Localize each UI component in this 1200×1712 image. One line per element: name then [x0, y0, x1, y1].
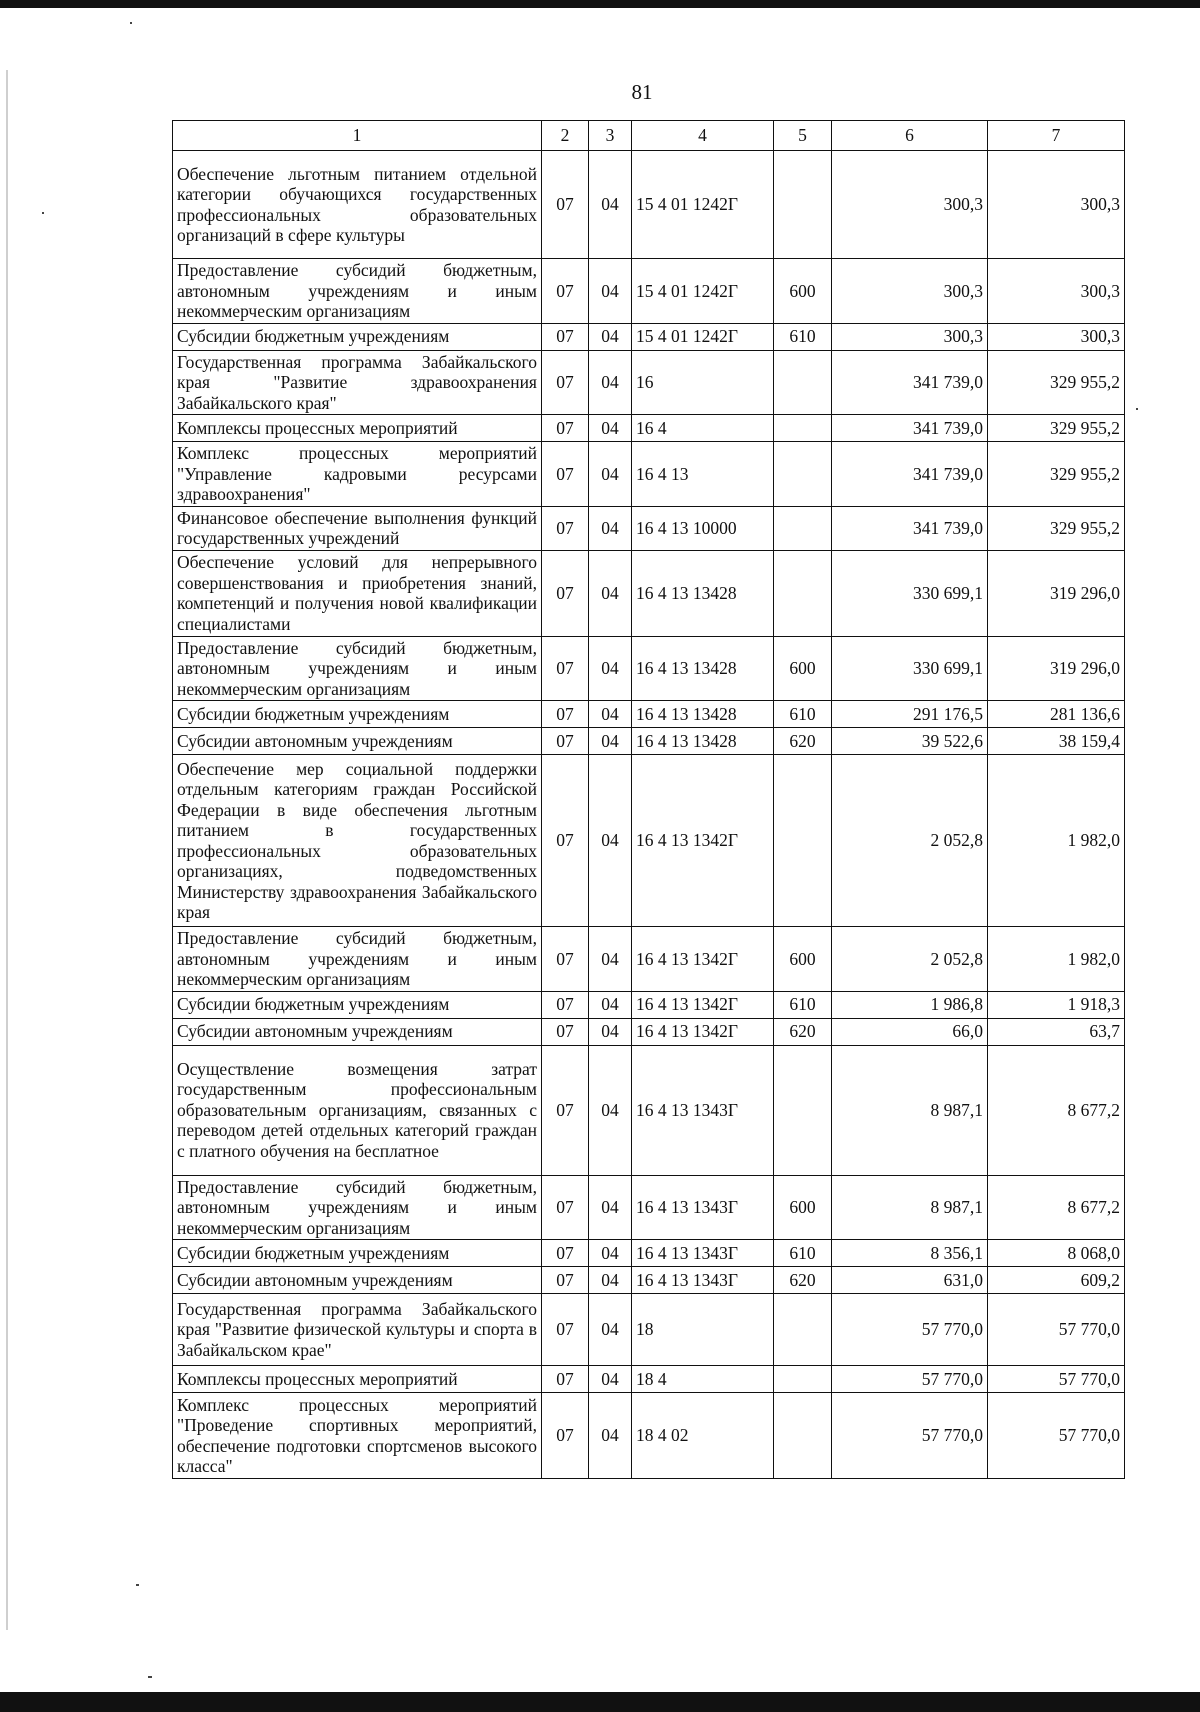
cell-col-6: 66,0: [832, 1018, 988, 1045]
cell-col-6: 341 739,0: [832, 415, 988, 442]
cell-col-2: 07: [542, 1366, 589, 1393]
cell-col-7: 8 677,2: [988, 1175, 1125, 1240]
col-header-2: 2: [542, 121, 589, 151]
cell-col-2: 07: [542, 728, 589, 755]
cell-col-5: [774, 1045, 832, 1175]
cell-col-3: 04: [589, 636, 632, 701]
cell-col-2: 07: [542, 350, 589, 415]
row-name-cell: Предоставление субсидий бюджетным, автономным учреждениям и иным некоммерческим организациям: [173, 636, 542, 701]
cell-col-2: 07: [542, 1045, 589, 1175]
cell-col-6: 57 770,0: [832, 1294, 988, 1366]
cell-col-3: 04: [589, 323, 632, 350]
row-name-cell: Субсидии автономным учреждениям: [173, 728, 542, 755]
cell-col-7: 57 770,0: [988, 1294, 1125, 1366]
cell-col-4: 16: [632, 350, 774, 415]
row-name-cell: Осуществление возмещения затрат государственным профессиональным образовательным организациям, связанных с переводом детей отдельных категорий граждан с платного обучения на бесплатное: [173, 1045, 542, 1175]
cell-col-7: 329 955,2: [988, 350, 1125, 415]
cell-col-4: 16 4 13 1342Г: [632, 755, 774, 927]
cell-col-5: 600: [774, 259, 832, 324]
row-name-cell: Субсидии бюджетным учреждениям: [173, 323, 542, 350]
row-name-cell: Предоставление субсидий бюджетным, автономным учреждениям и иным некоммерческим организациям: [173, 927, 542, 992]
scan-speck: [136, 1584, 139, 1586]
cell-col-4: 16 4 13 1343Г: [632, 1240, 774, 1267]
cell-col-6: 8 356,1: [832, 1240, 988, 1267]
cell-col-5: 620: [774, 1018, 832, 1045]
row-name-cell: Обеспечение льготным питанием отдельной категории обучающихся государственных профессиональных образовательных организаций в сфере культуры: [173, 151, 542, 259]
cell-col-6: 300,3: [832, 151, 988, 259]
cell-col-2: 07: [542, 1294, 589, 1366]
table-row: [173, 1366, 1125, 1393]
cell-col-3: 04: [589, 1267, 632, 1294]
cell-col-2: 07: [542, 323, 589, 350]
row-name-cell: Субсидии бюджетным учреждениям: [173, 701, 542, 728]
cell-col-4: 16 4 13 1343Г: [632, 1175, 774, 1240]
cell-col-4: 16 4 13 1343Г: [632, 1045, 774, 1175]
table-row: [173, 1045, 1125, 1175]
row-name-cell: Предоставление субсидий бюджетным, автономным учреждениям и иным некоммерческим организациям: [173, 259, 542, 324]
cell-col-7: 57 770,0: [988, 1366, 1125, 1393]
table-row: [173, 1267, 1125, 1294]
cell-col-2: 07: [542, 415, 589, 442]
table-body: [173, 151, 1125, 1479]
cell-col-4: 18 4: [632, 1366, 774, 1393]
row-name-cell: Обеспечение условий для непрерывного совершенствования и приобретения знаний, компетенций и получения новой квалификации специалистами: [173, 550, 542, 636]
cell-col-7: 38 159,4: [988, 728, 1125, 755]
cell-col-2: 07: [542, 701, 589, 728]
cell-col-5: [774, 550, 832, 636]
cell-col-4: 16 4 13 13428: [632, 701, 774, 728]
col-header-6: 6: [832, 121, 988, 151]
cell-col-3: 04: [589, 927, 632, 992]
cell-col-6: 341 739,0: [832, 442, 988, 507]
table-row: [173, 550, 1125, 636]
row-name-cell: Предоставление субсидий бюджетным, автономным учреждениям и иным некоммерческим организациям: [173, 1175, 542, 1240]
cell-col-5: 610: [774, 991, 832, 1018]
table-row: [173, 415, 1125, 442]
cell-col-6: 300,3: [832, 259, 988, 324]
cell-col-4: 16 4 13 13428: [632, 550, 774, 636]
cell-col-7: 1 982,0: [988, 927, 1125, 992]
header-row: [173, 121, 1125, 151]
cell-col-4: 15 4 01 1242Г: [632, 259, 774, 324]
table-row: [173, 442, 1125, 507]
cell-col-5: 620: [774, 1267, 832, 1294]
col-header-4: 4: [632, 121, 774, 151]
cell-col-6: 2 052,8: [832, 927, 988, 992]
cell-col-5: 600: [774, 927, 832, 992]
cell-col-2: 07: [542, 1018, 589, 1045]
row-name-cell: Субсидии автономным учреждениям: [173, 1018, 542, 1045]
col-header-5: 5: [774, 121, 832, 151]
cell-col-2: 07: [542, 506, 589, 550]
cell-col-6: 8 987,1: [832, 1045, 988, 1175]
table-row: [173, 1393, 1125, 1479]
cell-col-6: 341 739,0: [832, 506, 988, 550]
cell-col-6: 57 770,0: [832, 1366, 988, 1393]
cell-col-3: 04: [589, 1240, 632, 1267]
row-name-cell: Комплекс процессных мероприятий "Управление кадровыми ресурсами здравоохранения": [173, 442, 542, 507]
table-row: [173, 1175, 1125, 1240]
cell-col-4: 15 4 01 1242Г: [632, 151, 774, 259]
cell-col-4: 16 4: [632, 415, 774, 442]
cell-col-7: 300,3: [988, 259, 1125, 324]
cell-col-4: 16 4 13 13428: [632, 636, 774, 701]
cell-col-7: 300,3: [988, 323, 1125, 350]
row-name-cell: Комплексы процессных мероприятий: [173, 1366, 542, 1393]
scan-shadow-left: [6, 70, 8, 1630]
cell-col-2: 07: [542, 550, 589, 636]
cell-col-5: 600: [774, 1175, 832, 1240]
cell-col-4: 18: [632, 1294, 774, 1366]
scan-speck: [42, 212, 44, 214]
table-row: [173, 755, 1125, 927]
cell-col-2: 07: [542, 1240, 589, 1267]
cell-col-6: 291 176,5: [832, 701, 988, 728]
cell-col-6: 2 052,8: [832, 755, 988, 927]
table-row: [173, 259, 1125, 324]
cell-col-3: 04: [589, 350, 632, 415]
table-row: [173, 991, 1125, 1018]
scan-speck: [148, 1676, 152, 1678]
cell-col-3: 04: [589, 151, 632, 259]
row-name-cell: Комплекс процессных мероприятий "Проведение спортивных мероприятий, обеспечение подготовки спортсменов высокого класса": [173, 1393, 542, 1479]
cell-col-5: [774, 1366, 832, 1393]
cell-col-4: 18 4 02: [632, 1393, 774, 1479]
cell-col-3: 04: [589, 755, 632, 927]
cell-col-3: 04: [589, 1018, 632, 1045]
table-row: [173, 350, 1125, 415]
budget-table: [172, 120, 1125, 1479]
cell-col-4: 16 4 13 13428: [632, 728, 774, 755]
row-name-cell: Субсидии автономным учреждениям: [173, 1267, 542, 1294]
cell-col-5: [774, 755, 832, 927]
col-header-1: 1: [173, 121, 542, 151]
cell-col-7: 1 982,0: [988, 755, 1125, 927]
col-header-3: 3: [589, 121, 632, 151]
cell-col-7: 329 955,2: [988, 415, 1125, 442]
cell-col-3: 04: [589, 1294, 632, 1366]
cell-col-2: 07: [542, 636, 589, 701]
cell-col-6: 57 770,0: [832, 1393, 988, 1479]
cell-col-7: 319 296,0: [988, 550, 1125, 636]
cell-col-3: 04: [589, 415, 632, 442]
cell-col-5: [774, 350, 832, 415]
table-row: [173, 701, 1125, 728]
cell-col-3: 04: [589, 701, 632, 728]
cell-col-3: 04: [589, 1366, 632, 1393]
table-row: [173, 728, 1125, 755]
cell-col-2: 07: [542, 151, 589, 259]
cell-col-5: [774, 442, 832, 507]
cell-col-4: 16 4 13 10000: [632, 506, 774, 550]
cell-col-2: 07: [542, 1267, 589, 1294]
scan-border-bottom: [0, 1692, 1200, 1712]
cell-col-5: [774, 1393, 832, 1479]
scan-border-top: [0, 0, 1200, 8]
cell-col-4: 15 4 01 1242Г: [632, 323, 774, 350]
row-name-cell: Субсидии бюджетным учреждениям: [173, 1240, 542, 1267]
table-row: [173, 927, 1125, 992]
cell-col-6: 330 699,1: [832, 550, 988, 636]
cell-col-5: 610: [774, 323, 832, 350]
cell-col-7: 609,2: [988, 1267, 1125, 1294]
cell-col-3: 04: [589, 1175, 632, 1240]
cell-col-5: [774, 151, 832, 259]
table-row: [173, 636, 1125, 701]
cell-col-5: [774, 1294, 832, 1366]
cell-col-3: 04: [589, 991, 632, 1018]
cell-col-4: 16 4 13: [632, 442, 774, 507]
cell-col-6: 330 699,1: [832, 636, 988, 701]
cell-col-7: 8 677,2: [988, 1045, 1125, 1175]
cell-col-7: 57 770,0: [988, 1393, 1125, 1479]
cell-col-2: 07: [542, 259, 589, 324]
row-name-cell: Государственная программа Забайкальского края "Развитие физической культуры и спорта в Забайкальском крае": [173, 1294, 542, 1366]
cell-col-7: 8 068,0: [988, 1240, 1125, 1267]
table-row: [173, 1018, 1125, 1045]
cell-col-3: 04: [589, 728, 632, 755]
cell-col-7: 319 296,0: [988, 636, 1125, 701]
cell-col-3: 04: [589, 442, 632, 507]
cell-col-2: 07: [542, 442, 589, 507]
cell-col-4: 16 4 13 1342Г: [632, 1018, 774, 1045]
cell-col-3: 04: [589, 550, 632, 636]
cell-col-7: 281 136,6: [988, 701, 1125, 728]
cell-col-3: 04: [589, 1045, 632, 1175]
cell-col-5: [774, 506, 832, 550]
cell-col-6: 631,0: [832, 1267, 988, 1294]
scan-speck: [1136, 408, 1138, 410]
cell-col-2: 07: [542, 755, 589, 927]
cell-col-7: 329 955,2: [988, 506, 1125, 550]
row-name-cell: Финансовое обеспечение выполнения функций государственных учреждений: [173, 506, 542, 550]
row-name-cell: Субсидии бюджетным учреждениям: [173, 991, 542, 1018]
cell-col-6: 39 522,6: [832, 728, 988, 755]
cell-col-6: 8 987,1: [832, 1175, 988, 1240]
cell-col-2: 07: [542, 1393, 589, 1479]
scan-speck: [130, 22, 132, 24]
cell-col-2: 07: [542, 927, 589, 992]
row-name-cell: Государственная программа Забайкальского края "Развитие здравоохранения Забайкальского края": [173, 350, 542, 415]
col-header-7: 7: [988, 121, 1125, 151]
cell-col-4: 16 4 13 1342Г: [632, 927, 774, 992]
table-row: [173, 1240, 1125, 1267]
cell-col-4: 16 4 13 1343Г: [632, 1267, 774, 1294]
cell-col-4: 16 4 13 1342Г: [632, 991, 774, 1018]
cell-col-6: 1 986,8: [832, 991, 988, 1018]
cell-col-7: 329 955,2: [988, 442, 1125, 507]
cell-col-5: 620: [774, 728, 832, 755]
cell-col-5: 610: [774, 701, 832, 728]
row-name-cell: Комплексы процессных мероприятий: [173, 415, 542, 442]
cell-col-5: 610: [774, 1240, 832, 1267]
cell-col-6: 300,3: [832, 323, 988, 350]
cell-col-5: 600: [774, 636, 832, 701]
table-row: [173, 151, 1125, 259]
cell-col-6: 341 739,0: [832, 350, 988, 415]
cell-col-2: 07: [542, 1175, 589, 1240]
cell-col-2: 07: [542, 991, 589, 1018]
cell-col-7: 63,7: [988, 1018, 1125, 1045]
cell-col-7: 1 918,3: [988, 991, 1125, 1018]
cell-col-5: [774, 415, 832, 442]
cell-col-3: 04: [589, 259, 632, 324]
table-row: [173, 506, 1125, 550]
row-name-cell: Обеспечение мер социальной поддержки отдельным категориям граждан Российской Федерации в виде обеспечения льготным питанием в государственных профессиональных образовательных организациях, подведомственных Министерству здравоохранения Забайкальского края: [173, 755, 542, 927]
cell-col-3: 04: [589, 506, 632, 550]
cell-col-7: 300,3: [988, 151, 1125, 259]
cell-col-3: 04: [589, 1393, 632, 1479]
table-row: [173, 1294, 1125, 1366]
page-number: 81: [631, 80, 653, 104]
table-row: [173, 323, 1125, 350]
